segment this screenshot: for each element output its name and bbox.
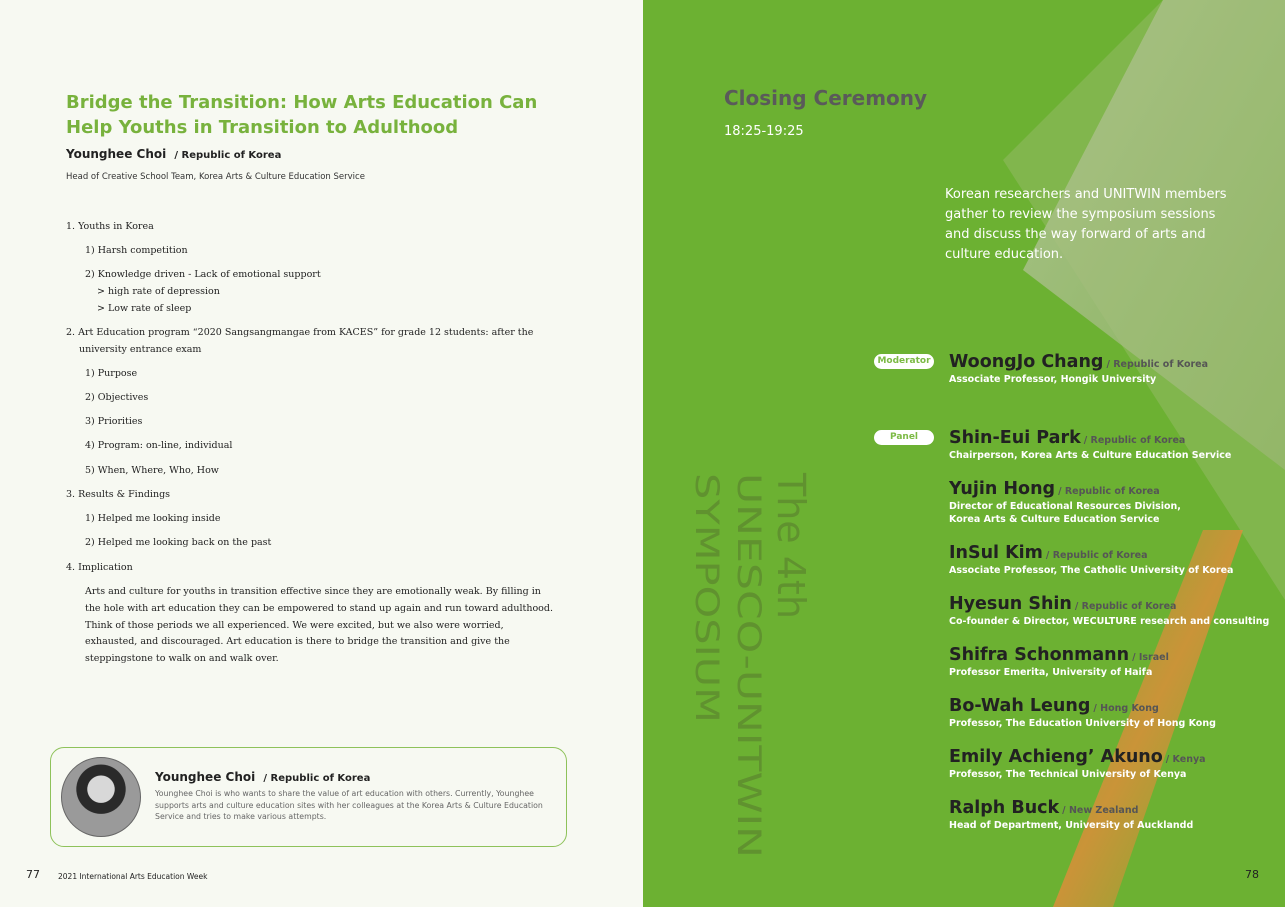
person-name: WoongJo Chang — [949, 352, 1104, 372]
person-title: Professor, The Technical University of Kenya — [949, 769, 1187, 780]
person-name: InSul Kim — [949, 543, 1043, 563]
person-country: / Republic of Korea — [1106, 359, 1209, 370]
person-country: / Republic of Korea — [1058, 486, 1160, 497]
person-title: Professor, The Education University of Hong Kong — [949, 718, 1216, 729]
person-name: Yujin Hong — [949, 479, 1056, 499]
speaker-bio-card — [50, 747, 567, 847]
bio-name: Younghee Choi — [155, 770, 256, 784]
person-title: Korea Arts & Culture Education Service — [949, 514, 1160, 525]
person-title: Associate Professor, The Catholic University of Korea — [949, 565, 1234, 576]
panel-badge: Panel — [874, 430, 934, 445]
outline-item: > high rate of depression — [97, 286, 220, 297]
speaker-affiliation: Head of Creative School Team, Korea Arts & Culture Education Service — [66, 172, 365, 182]
session-description: Korean researchers and UNITWIN members gather to review the symposium sessions and discuss the way forward of arts and culture education. — [945, 187, 1227, 262]
person-country: / Republic of Korea — [1045, 550, 1148, 561]
person-country: / Israel — [1132, 652, 1169, 663]
moderator-badge: Moderator — [874, 354, 934, 369]
person-panelist — [949, 479, 1269, 526]
outline-item: 1. Youths in Korea — [66, 221, 154, 232]
person-country: / Hong Kong — [1093, 703, 1159, 714]
bio-text: Younghee Choi is who wants to share the value of art education with others. Currently, Younghee supports arts and culture education sites with her colleagues at the Korea Arts & Culture Education Service and tries to make various attempts. — [155, 789, 543, 821]
person-country: / Kenya — [1165, 754, 1206, 765]
section-title: Closing Ceremony — [724, 86, 928, 110]
avatar — [61, 757, 141, 837]
speaker-line — [66, 147, 281, 161]
outline-item: 4) Program: on-line, individual — [85, 440, 233, 451]
outline-item: 2) Objectives — [85, 392, 149, 403]
session-time: 18:25-19:25 — [724, 124, 804, 139]
outline-item: 3) Priorities — [85, 416, 143, 427]
person-name: Shifra Schonmann — [949, 645, 1130, 665]
outline-item: 1) Helped me looking inside — [85, 513, 221, 524]
page-number-right: 78 — [1245, 868, 1259, 881]
person-title: Co-founder & Director, WECULTURE research and consulting — [949, 616, 1270, 627]
outline-item: 2) Knowledge driven - Lack of emotional support — [85, 269, 321, 280]
outline-item: 2. Art Education program “2020 Sangsangmangae from KACES” for grade 12 students: after the — [66, 327, 534, 338]
vertical-title-line-3: SYMPOSIUM — [688, 473, 726, 666]
person-name: Bo-Wah Leung — [949, 696, 1091, 716]
person-country: / New Zealand — [1062, 805, 1139, 816]
person-panelist — [949, 798, 1269, 832]
person-panelist — [949, 543, 1269, 577]
person-name: Hyesun Shin — [949, 594, 1072, 614]
vertical-title-line-1: The 4th — [769, 473, 813, 619]
person-name: Shin-Eui Park — [949, 428, 1081, 448]
outline-item: 1) Purpose — [85, 368, 138, 379]
outline-item: > Low rate of sleep — [97, 303, 192, 314]
bio-name-line — [155, 770, 370, 784]
outline-item: 1) Harsh competition — [85, 245, 188, 256]
person-title: Professor Emerita, University of Haifa — [949, 667, 1153, 678]
person-name: Emily Achieng’ Akuno — [949, 747, 1163, 767]
publication-name: 2021 International Arts Education Week — [58, 872, 208, 881]
person-panelist — [949, 594, 1269, 628]
outline-item: 5) When, Where, Who, How — [85, 465, 219, 476]
person-title: Chairperson, Korea Arts & Culture Education Service — [949, 450, 1232, 461]
outline-item: 2) Helped me looking back on the past — [85, 537, 272, 548]
person-title: Associate Professor, Hongik University — [949, 374, 1157, 385]
outline-item: 4. Implication — [66, 562, 133, 573]
person-country: / Republic of Korea — [1083, 435, 1186, 446]
speaker-name: Younghee Choi — [66, 147, 167, 161]
speaker-country: / Republic of Korea — [174, 150, 282, 161]
outline-item: university entrance exam — [79, 344, 202, 355]
person-name: Ralph Buck — [949, 798, 1060, 818]
person-title: Director of Educational Resources Division, — [949, 501, 1181, 512]
person-moderator — [949, 352, 1269, 386]
talk-title: Bridge the Transition: How Arts Education Can Help Youths in Transition to Adulthood — [66, 92, 538, 138]
bio-country: / Republic of Korea — [263, 773, 371, 784]
person-panelist — [949, 696, 1269, 730]
person-panelist — [949, 645, 1269, 679]
person-country: / Republic of Korea — [1074, 601, 1177, 612]
implication-paragraph: Arts and culture for youths in transition effective since they are emotionally weak. By filling in the hole with art education they can be empowered to stand up again and run toward adulthood. Think of those periods we all experienced. We were excited, but we also were worried, exhausted, and discouraged. Art education is there to bridge the transition and give the steppingstone to walk on and walk over. — [85, 586, 553, 665]
page-number-left: 77 — [26, 868, 40, 881]
person-title: Head of Department, University of Aucklandd — [949, 820, 1194, 831]
person-panelist — [949, 747, 1269, 781]
outline-item: 3. Results & Findings — [66, 489, 171, 500]
vertical-title-line-2: UNESCO-UNITWIN — [730, 473, 768, 763]
person-panelist — [949, 428, 1269, 462]
